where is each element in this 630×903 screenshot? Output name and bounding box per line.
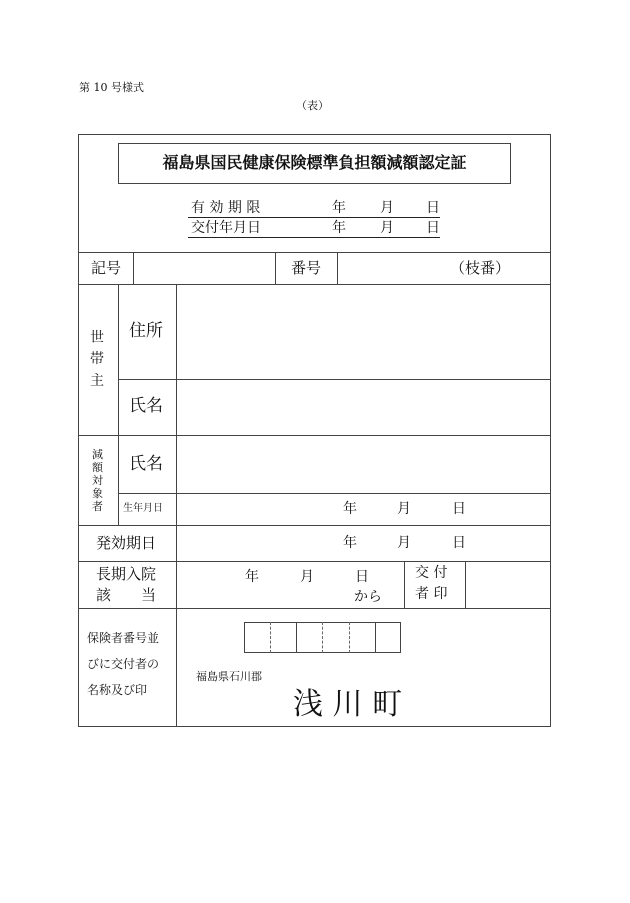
insurer-label-line-1: 保険者番号並: [87, 631, 160, 645]
issuer-seal-field[interactable]: [466, 562, 550, 608]
issue-date-label: 交付年月日: [191, 220, 261, 236]
reduction-name-label: 氏名: [129, 454, 163, 474]
effective-date-month: 月: [397, 535, 411, 551]
reduction-group-label-3: 対: [92, 474, 103, 487]
effective-date-label: 発効期日: [96, 534, 157, 552]
reduction-group-label-5: 者: [92, 500, 103, 513]
long-term-year: 年: [245, 569, 259, 585]
validity-day: 日: [426, 200, 440, 216]
long-term-month: 月: [300, 569, 314, 585]
reduction-birth-day: 日: [452, 501, 466, 517]
issue-date-year: 年: [332, 220, 346, 236]
long-term-label-1: 長期入院: [96, 565, 157, 583]
long-term-from: から: [354, 589, 382, 605]
issuer-seal-label-2: 者 印: [415, 586, 448, 602]
reduction-birth-label: 生年月日: [123, 503, 163, 514]
reduction-group-label-2: 額: [92, 461, 103, 474]
householder-name-field[interactable]: [177, 380, 550, 435]
long-term-day: 日: [355, 569, 369, 585]
row-line: [78, 525, 551, 526]
row-line: [118, 493, 551, 494]
row-line: [78, 608, 551, 609]
issue-date-month: 月: [380, 220, 394, 236]
validity-month: 月: [380, 200, 394, 216]
symbol-field[interactable]: [134, 253, 275, 284]
effective-date-day: 日: [452, 535, 466, 551]
form-title: 福島県国民健康保険標準負担額減額認定証: [162, 153, 467, 172]
householder-group-label-3: 主: [90, 373, 104, 389]
householder-address-field[interactable]: [177, 285, 550, 379]
insurer-town: 浅 川 町: [293, 687, 403, 722]
validity-label: 有 効 期 限: [191, 200, 261, 216]
col-line: [118, 284, 119, 525]
householder-address-label: 住所: [129, 321, 163, 341]
form-number: 第 10 号様式: [79, 81, 144, 94]
reduction-group-label-1: 減: [92, 448, 103, 461]
validity-year: 年: [332, 200, 346, 216]
householder-name-label: 氏名: [129, 396, 163, 416]
insurer-number-dash: [322, 622, 323, 653]
number-field[interactable]: [338, 253, 450, 284]
householder-group-label-1: 世: [90, 330, 104, 346]
insurer-number-dash: [349, 622, 350, 653]
reduction-birth-year: 年: [343, 501, 357, 517]
number-label: 番号: [291, 259, 322, 277]
issue-date-underline: [188, 237, 440, 238]
validity-underline: [188, 217, 440, 218]
insurer-number-divider: [375, 622, 376, 653]
reduction-group-label-4: 象: [92, 487, 103, 500]
symbol-label: 記号: [91, 259, 122, 277]
insurer-number-dash: [270, 622, 271, 653]
effective-date-year: 年: [343, 535, 357, 551]
reduction-name-field[interactable]: [177, 436, 550, 493]
col-line: [275, 252, 276, 284]
issue-date-day: 日: [426, 220, 440, 236]
branch-label: （枝番）: [450, 259, 511, 277]
col-line: [404, 561, 405, 608]
insurer-label-line-2: びに交付者の: [87, 657, 160, 671]
insurer-number-divider: [296, 622, 297, 653]
insurer-label-line-3: 名称及び印: [87, 683, 148, 697]
side-label: （表）: [296, 99, 329, 112]
insurer-county: 福島県石川郡: [196, 670, 262, 683]
long-term-label-2: 該 当: [96, 586, 157, 604]
reduction-birth-month: 月: [397, 501, 411, 517]
householder-group-label-2: 帯: [90, 351, 104, 367]
issuer-seal-label-1: 交 付: [415, 565, 448, 581]
